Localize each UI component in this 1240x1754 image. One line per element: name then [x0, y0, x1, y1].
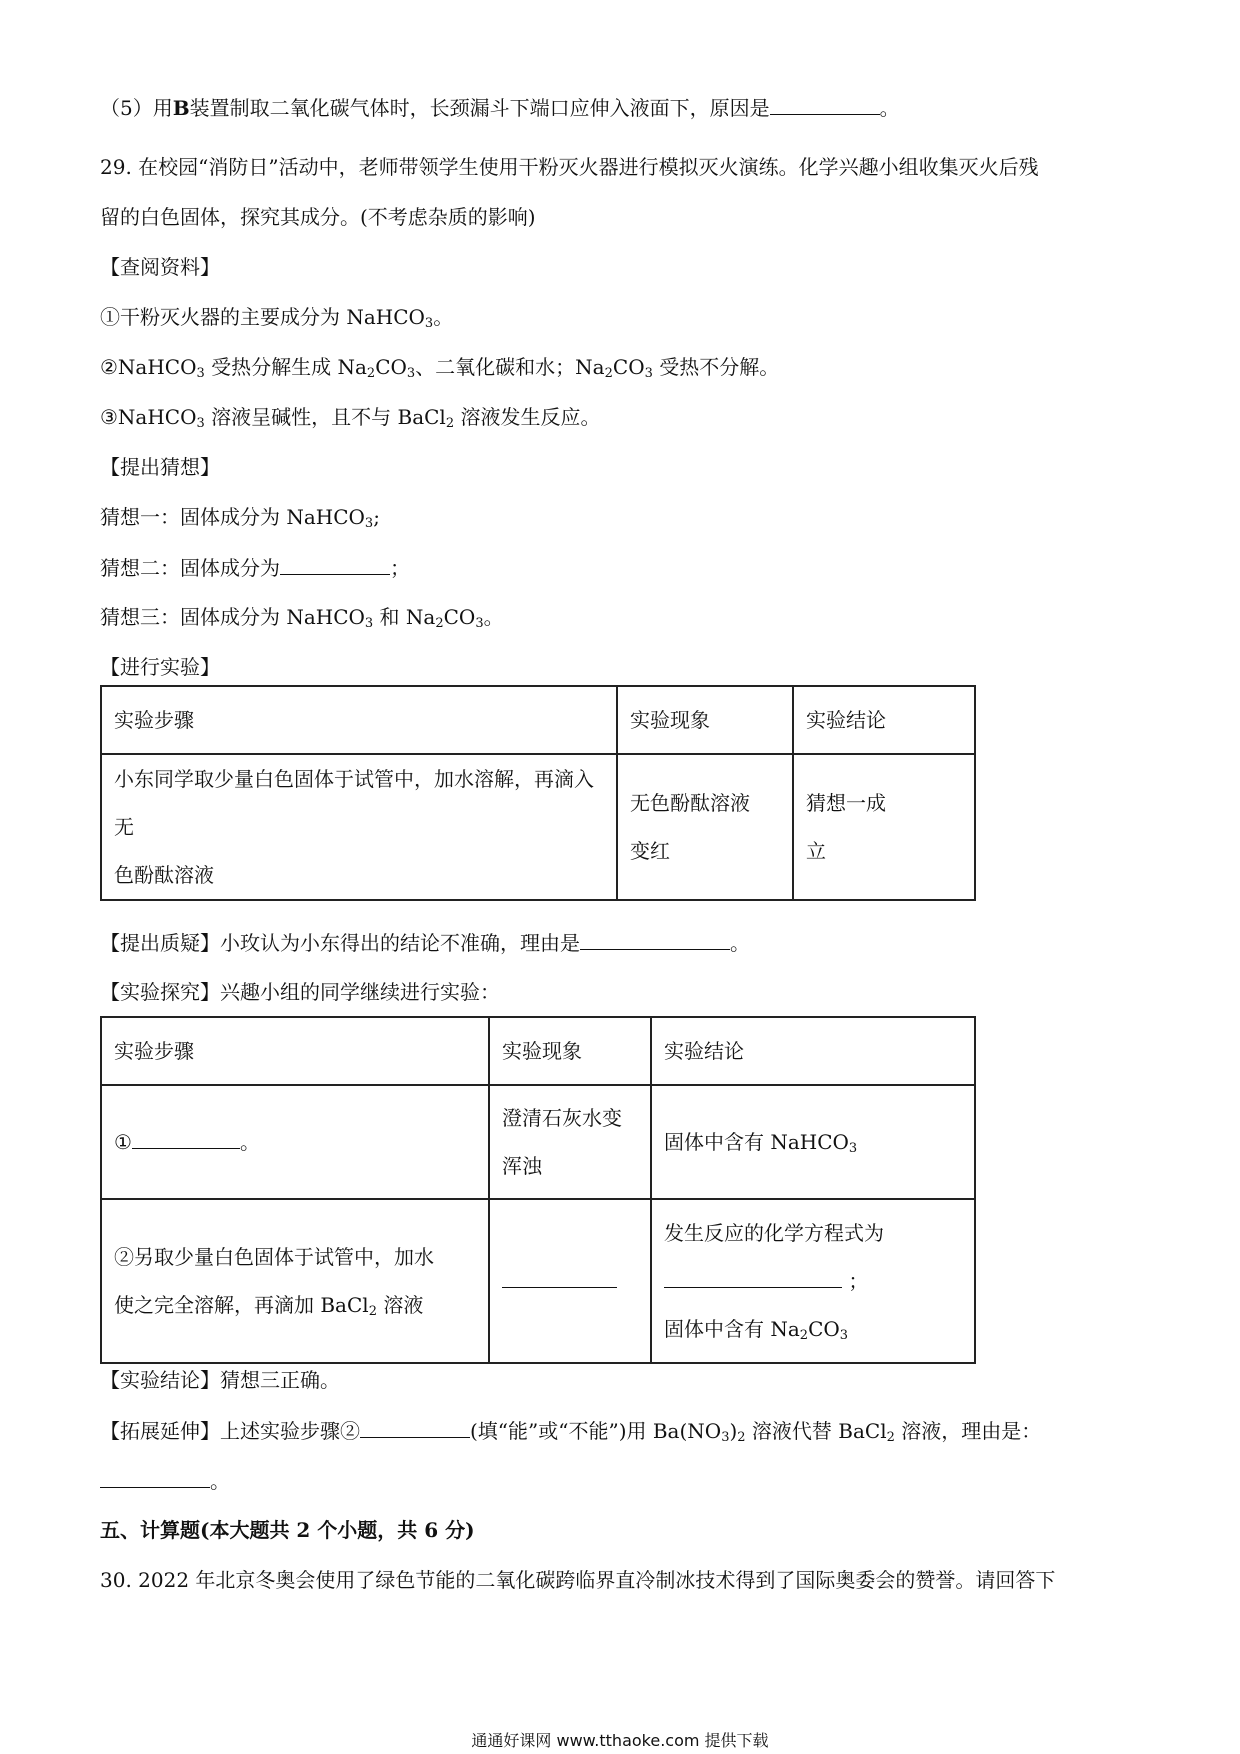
table2-row1-phenomenon: 澄清石灰水变 浑浊	[489, 1085, 651, 1199]
reference-item-1: ①干粉灭火器的主要成分为 NaHCO$_3$。	[100, 305, 454, 331]
answer-blank[interactable]	[280, 552, 390, 575]
table2-row2-phenomenon	[489, 1199, 651, 1363]
experiment-table-2	[100, 1016, 976, 1364]
answer-blank[interactable]	[770, 92, 880, 115]
reference-heading: 【查阅资料】	[100, 255, 220, 279]
table2-row2-step: ②另取少量白色固体于试管中，加水 使之完全溶解，再滴加 BaCl$_2$ 溶液	[101, 1199, 489, 1363]
reference-item-2: ②NaHCO$_3$ 受热分解生成 $Na_2CO_3$、二氧化碳和水；$Na_2CO_3$ 受热不分解。	[100, 355, 780, 381]
conclusion-paragraph: 【实验结论】猜想三正确。	[100, 1368, 340, 1392]
answer-blank[interactable]	[360, 1415, 470, 1438]
explore-paragraph: 【实验探究】兴趣小组的同学继续进行实验：	[100, 980, 500, 1004]
question-29-intro-line2: 留的白色固体，探究其成分。(不考虑杂质的影响)	[100, 205, 536, 229]
hypothesis-1: 猜想一：固体成分为 NaHCO$_3$;	[100, 505, 380, 531]
doubt-paragraph: 【提出质疑】小玫认为小东得出的结论不准确，理由是 。	[100, 927, 750, 958]
question-30-intro: 30. 2022 年北京冬奥会使用了绿色节能的二氧化碳跨临界直冷制冰技术得到了国际奥委会的赞誉。请回答下	[100, 1568, 1056, 1592]
table2-header-phenomenon: 实验现象	[489, 1017, 651, 1085]
reference-item-3: ③NaHCO$_3$ 溶液呈碱性，且不与 BaCl$_2$ 溶液发生反应。	[100, 405, 601, 431]
table2-row1-step: ① 。	[101, 1085, 489, 1199]
extend-paragraph: 【拓展延伸】上述实验步骤② (填“能”或“不能”)用 $Ba(NO_3)_2$ 溶液代替 BaCl$_2$ 溶液，理由是：	[100, 1415, 1041, 1446]
hypothesis-2: 猜想二：固体成分为 ；	[100, 552, 410, 583]
table1-row1-step: 小东同学取少量白色固体于试管中，加水溶解，再滴入无 色酚酞溶液	[101, 754, 617, 900]
page-footer: 通通好课网 www.tthaoke.com 提供下载	[471, 1731, 769, 1750]
experiment-heading: 【进行实验】	[100, 655, 220, 679]
table1-header-conclusion: 实验结论	[793, 686, 975, 754]
table2-row1-conclusion: 固体中含有 NaHCO$_3$	[651, 1085, 975, 1199]
table1-header-step: 实验步骤	[101, 686, 617, 754]
hypothesis-3: 猜想三：固体成分为 NaHCO$_3$ 和 $Na_2CO_3$。	[100, 605, 504, 631]
table1-header-phenomenon: 实验现象	[617, 686, 793, 754]
answer-blank[interactable]	[132, 1126, 240, 1149]
answer-blank[interactable]	[580, 927, 730, 950]
question-28-5: （5）用B装置制取二氧化碳气体时，长颈漏斗下端口应伸入液面下，原因是 。	[100, 92, 900, 123]
experiment-table-1	[100, 685, 976, 901]
section-heading-5: 五、计算题(本大题共 2 个小题，共 6 分)	[100, 1518, 475, 1542]
table2-header-conclusion: 实验结论	[651, 1017, 975, 1085]
question-29-intro-line1: 29. 在校园“消防日”活动中，老师带领学生使用干粉灭火器进行模拟灭火演练。化学兴趣小组收集灭火后残	[100, 155, 1039, 179]
hypothesis-heading: 【提出猜想】	[100, 455, 220, 479]
answer-blank[interactable]	[502, 1265, 617, 1288]
extend-paragraph-end: 。	[100, 1465, 230, 1496]
table1-row1-phenomenon: 无色酚酞溶液 变红	[617, 754, 793, 900]
table1-row1-conclusion: 猜想一成 立	[793, 754, 975, 900]
table2-header-step: 实验步骤	[101, 1017, 489, 1085]
answer-blank[interactable]	[100, 1465, 210, 1488]
answer-blank[interactable]	[664, 1265, 842, 1288]
table2-row2-conclusion: 发生反应的化学方程式为 ； 固体中含有 $Na_2CO_3$	[651, 1199, 975, 1363]
